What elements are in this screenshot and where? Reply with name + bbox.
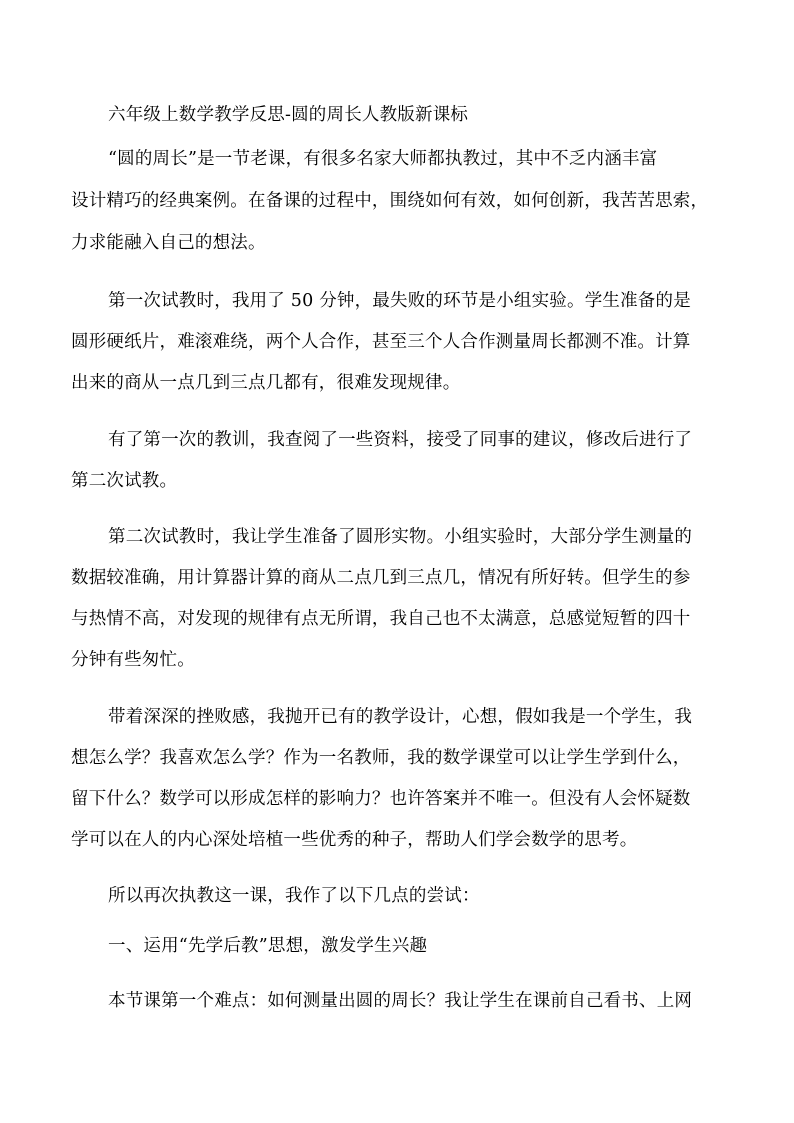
paragraph-4-line-1: 第二次试教时，我让学生准备了圆形实物。小组实验时，大部分学生测量的 [108, 527, 693, 547]
paragraph-3-line-1: 有了第一次的教训，我查阅了一些资料，接受了同事的建议，修改后进行了 [108, 430, 693, 450]
paragraph-2-line-3: 出来的商从一点几到三点几都有，很难发现规律。 [71, 373, 461, 393]
paragraph-4-line-2: 数据较准确，用计算器计算的商从二点几到三点几，情况有所好转。但学生的参 [71, 568, 691, 588]
paragraph-2-line-1: 第一次试教时，我用了 50 分钟，最失败的环节是小组实验。学生准备的是 [108, 291, 691, 311]
paragraph-5-line-3: 留下什么？数学可以形成怎样的影响力？也许答案并不唯一。但没有人会怀疑数 [71, 789, 691, 809]
paragraph-5-line-2: 想怎么学？我喜欢怎么学？作为一名教师，我的数学课堂可以让学生学到什么， [71, 748, 691, 768]
paragraph-1-line-2: 设计精巧的经典案例。在备课的过程中，围绕如何有效，如何创新，我苦苦思索， [71, 191, 709, 211]
section-heading-1: 一、运用“先学后教”思想，激发学生兴趣 [108, 936, 428, 956]
paragraph-2-line-2: 圆形硬纸片，难滚难绕，两个人合作，甚至三个人合作测量周长都测不准。计算 [71, 332, 691, 352]
document-title: 六年级上数学教学反思-圆的周长人教版新课标 [108, 105, 469, 125]
paragraph-4-line-3: 与热情不高，对发现的规律有点无所谓，我自己也不太满意，总感觉短暂的四十 [71, 609, 691, 629]
paragraph-8-line-1: 本节课第一个难点：如何测量出圆的周长？我让学生在课前自己看书、上网 [108, 991, 693, 1011]
paragraph-1-line-1: “圆的周长”是一节老课，有很多名家大师都执教过，其中不乏内涵丰富 [108, 149, 658, 169]
paragraph-5-line-1: 带着深深的挫败感，我抛开已有的教学设计，心想，假如我是一个学生，我 [108, 707, 693, 727]
paragraph-6-line-1: 所以再次执教这一课，我作了以下几点的尝试： [108, 886, 480, 906]
paragraph-1-line-3: 力求能融入自己的想法。 [71, 233, 266, 253]
paragraph-3-line-2: 第二次试教。 [71, 471, 178, 491]
paragraph-5-line-4: 学可以在人的内心深处培植一些优秀的种子，帮助人们学会数学的思考。 [71, 830, 638, 850]
paragraph-4-line-4: 分钟有些匆忙。 [71, 650, 195, 670]
